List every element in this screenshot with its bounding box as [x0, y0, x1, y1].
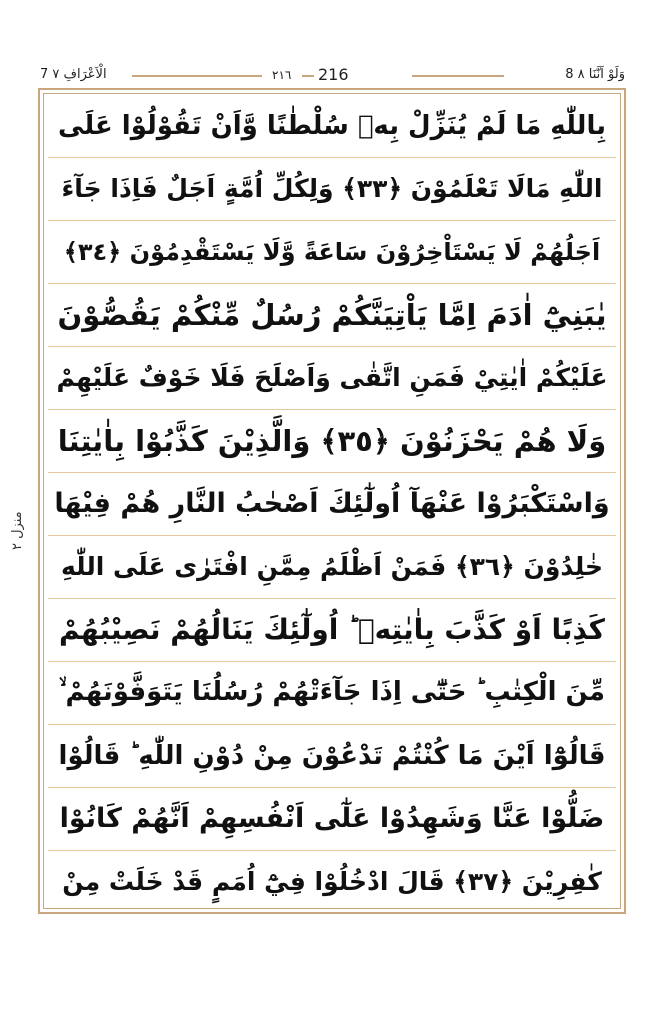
text-line	[48, 598, 616, 661]
line-text: كَذِبًا اَوْ كَذَّبَ بِاٰيٰتِهٖ ؕ اُولٰٓئِكَ يَنَالُهُمْ نَصِيْبُهُمْ	[59, 613, 605, 647]
text-line	[48, 409, 616, 472]
text-line	[48, 220, 616, 283]
text-line	[48, 94, 616, 157]
header-rule-left	[132, 75, 262, 77]
line-text: بِاللّٰهِ مَا لَمْ يُنَزِّلْ بِهٖ سُلْطٰنًا وَّاَنْ تَقُوْلُوْا عَلَى	[58, 110, 606, 141]
line-text: مِّنَ الْكِتٰبِ ؕ حَتّٰٓى اِذَا جَآءَتْهُمْ رُسُلُنَا يَتَوَفَّوْنَهُمْ ۙ	[58, 677, 606, 708]
text-frame	[38, 88, 626, 914]
page-number-arabic: ٢١٦	[272, 68, 292, 82]
page-number: 216	[318, 65, 349, 84]
line-text: اللّٰهِ مَالَا تَعْلَمُوْنَ ﴿٣٣﴾ وَلِكُلِّ اُمَّةٍ اَجَلٌ فَاِذَا جَآءَ	[61, 174, 603, 204]
line-text: يٰبَنِيْٓ اٰدَمَ اِمَّا يَاْتِيَنَّكُمْ رُسُلٌ مِّنْكُمْ يَقُصُّوْنَ	[57, 297, 607, 332]
line-text: ضَلُّوْا عَنَّا وَشَهِدُوْا عَلٰٓى اَنْفُسِهِمْ اَنَّهُمْ كَانُوْا	[59, 803, 605, 835]
line-text: وَلَا هُمْ يَحْزَنُوْنَ ﴿٣٥﴾ وَالَّذِيْنَ كَذَّبُوْا بِاٰيٰتِنَا	[57, 423, 607, 458]
text-line	[48, 346, 616, 409]
surah-label: 7 الْاَعْرَافِ ٧	[40, 67, 107, 82]
line-text: اَجَلُهُمْ لَا يَسْتَاْخِرُوْنَ سَاعَةً وَّلَا يَسْتَقْدِمُوْنَ ﴿٣٤﴾	[63, 237, 601, 266]
juz-label: 8 وَلَوْ اَنَّنَا ٨	[565, 67, 625, 82]
text-line	[48, 661, 616, 724]
text-line	[48, 787, 616, 850]
manzil-marker: منزل ٢	[10, 511, 25, 550]
line-text: وَاسْتَكْبَرُوْا عَنْهَآ اُولٰٓئِكَ اَصْحٰبُ النَّارِ هُمْ فِيْهَا	[54, 488, 610, 520]
text-line	[48, 535, 616, 598]
line-text: خٰلِدُوْنَ ﴿٣٦﴾ فَمَنْ اَظْلَمُ مِمَّنِ افْتَرٰى عَلَى اللّٰهِ	[60, 552, 604, 582]
text-line	[48, 283, 616, 346]
header-rule-mid	[302, 75, 314, 77]
text-line	[48, 157, 616, 220]
text-line	[48, 724, 616, 787]
header-rule-right	[412, 75, 504, 77]
line-text: كٰفِرِيْنَ ﴿٣٧﴾ قَالَ ادْخُلُوْا فِيْٓ اُمَمٍ قَدْ خَلَتْ مِنْ	[62, 867, 602, 897]
line-text: قَالُوْٓا اَيْنَ مَا كُنْتُمْ تَدْعُوْنَ مِنْ دُوْنِ اللّٰهِ ؕ قَالُوْا	[58, 740, 606, 771]
text-line	[48, 850, 616, 913]
line-text: عَلَيْكُمْ اٰيٰتِيْ فَمَنِ اتَّقٰى وَاَصْلَحَ فَلَا خَوْفٌ عَلَيْهِمْ	[56, 363, 608, 393]
text-line	[48, 472, 616, 535]
page-header	[40, 64, 625, 88]
